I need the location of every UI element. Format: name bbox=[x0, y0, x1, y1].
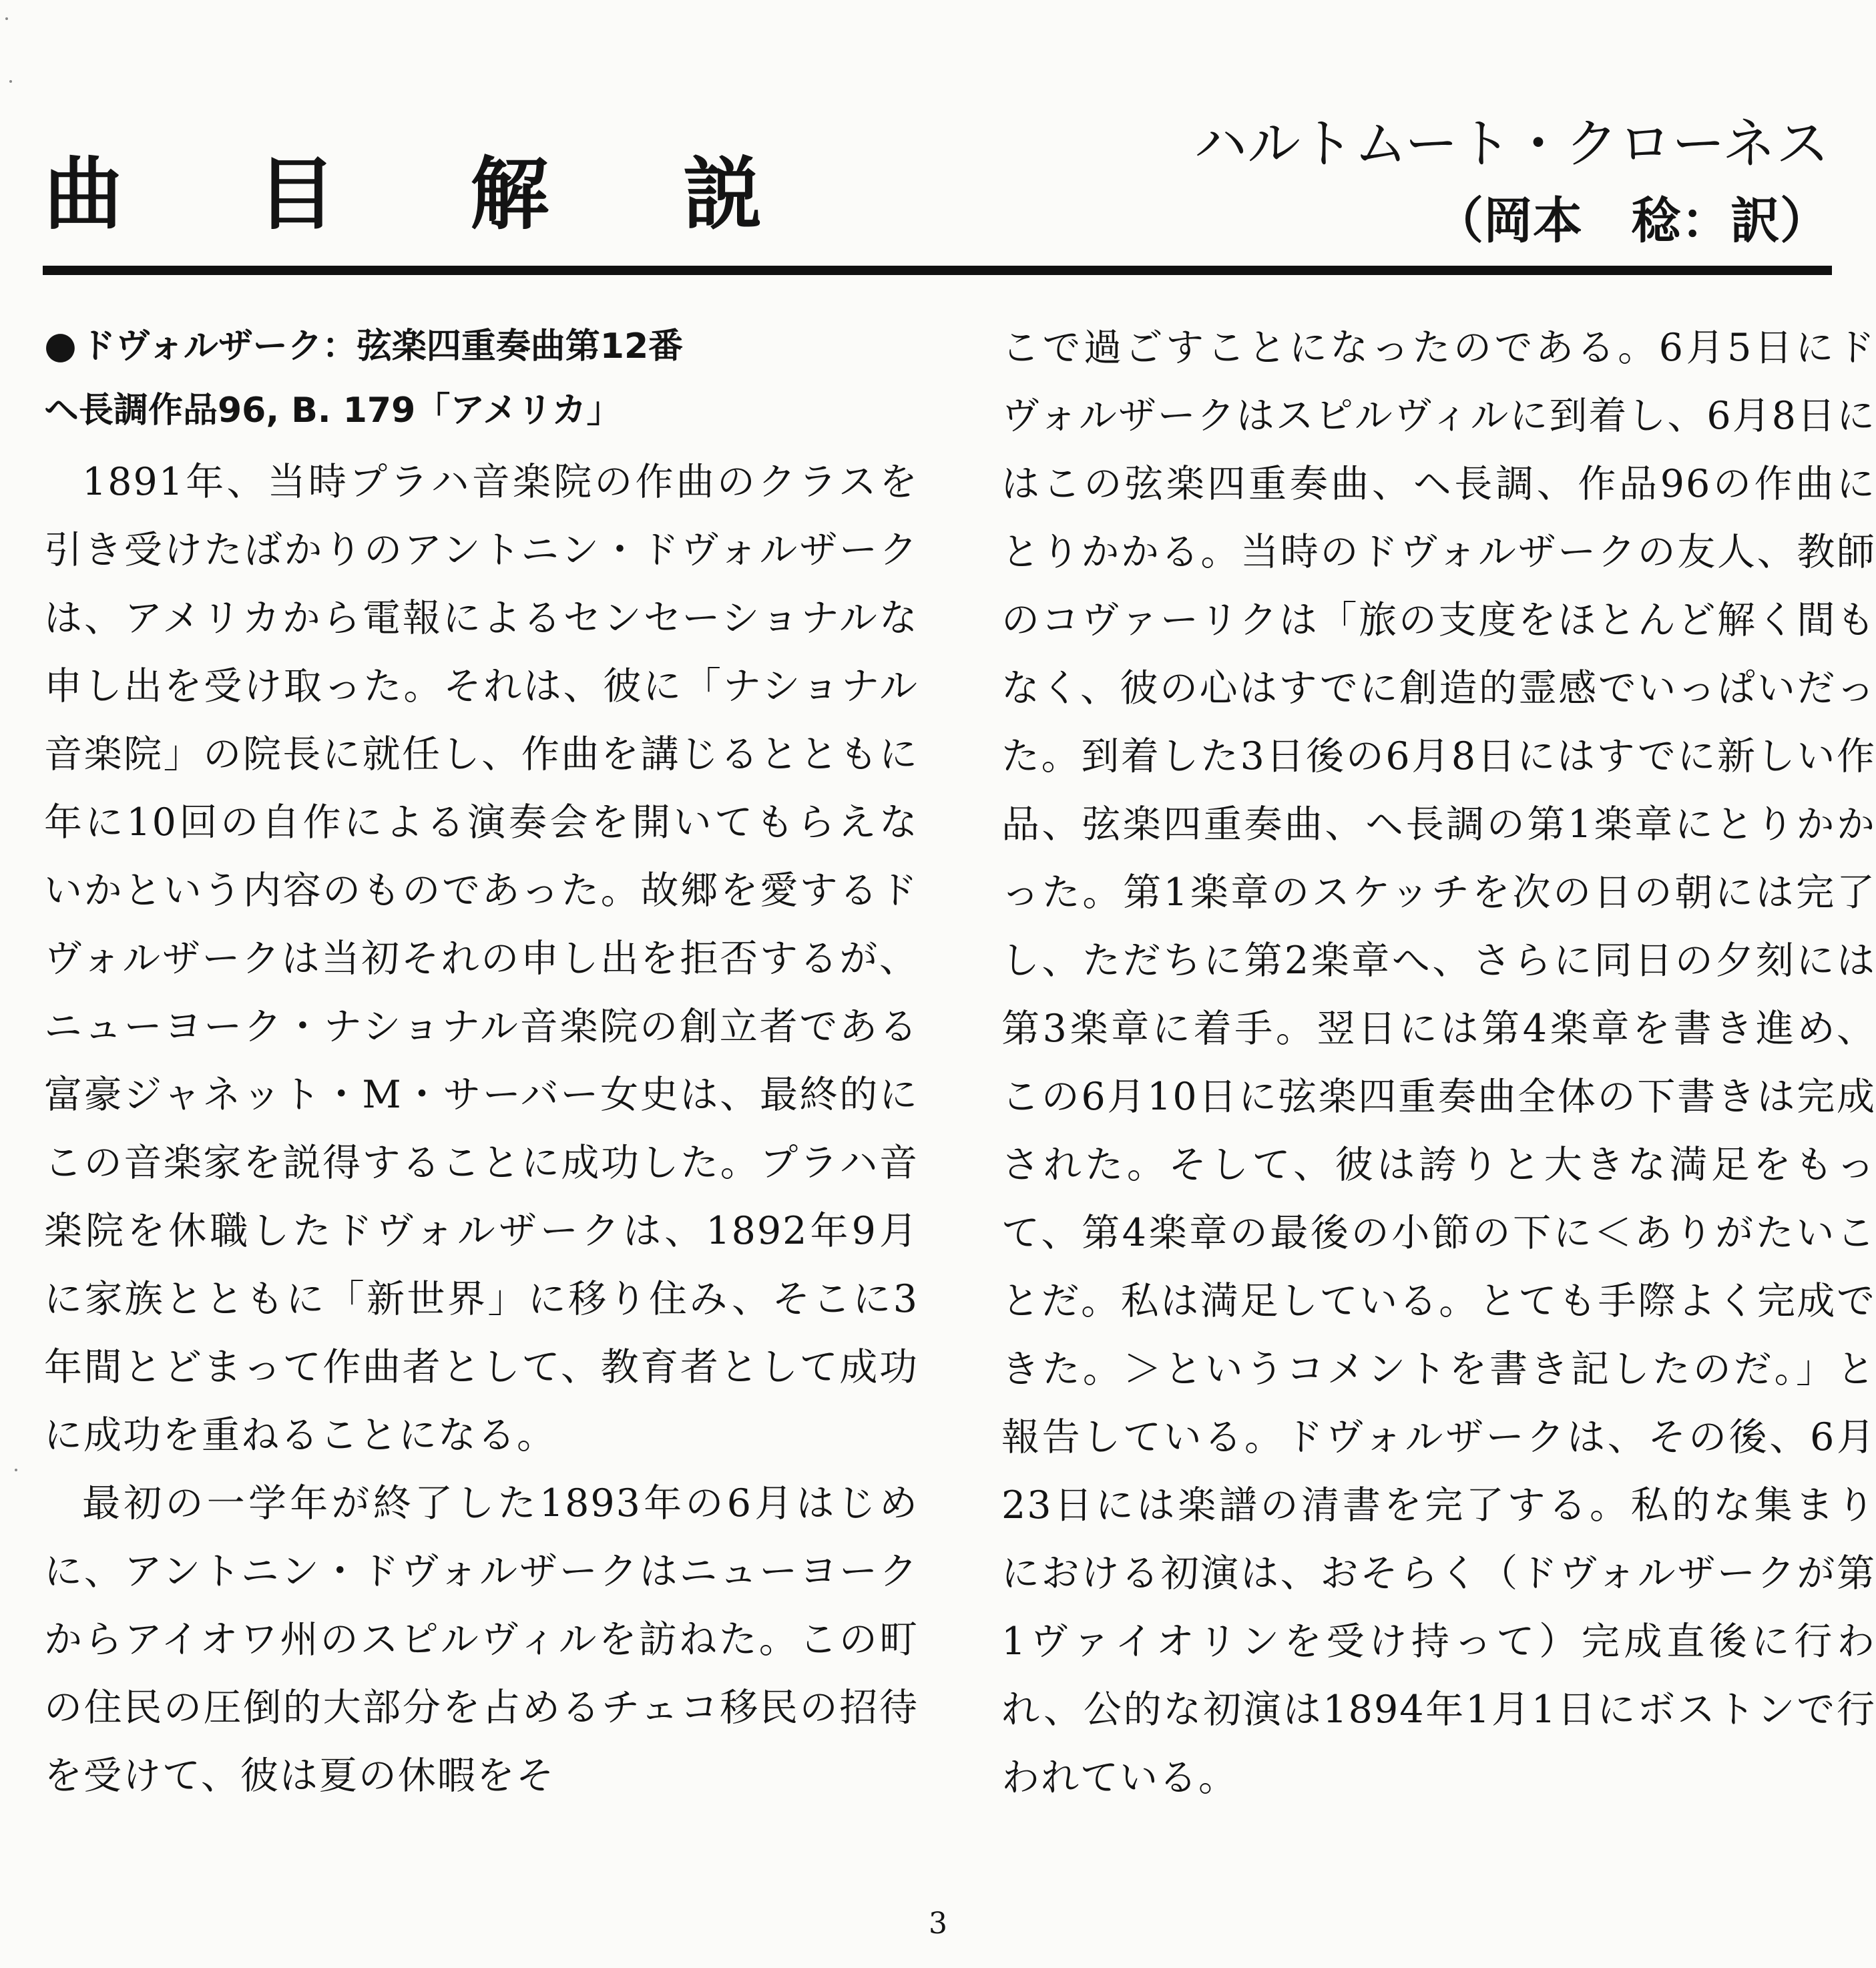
left-column bbox=[44, 314, 919, 1810]
body-paragraph-3: こで過ごすことになったのである。6月5日にドヴォルザークはスピルヴィルに到着し、6月8日にはこの弦楽四重奏曲、ヘ長調、作品96の作曲にとりかかる。当時のドヴォルザークの友人、教師のコヴァーリクは「旅の支度をほとんど解く間もなく、彼の心はすでに創造的霊感でいっぱいだった。到着した3日後の6月8日にはすでに新しい作品、弦楽四重奏曲、ヘ長調の第1楽章にとりかかった。第1楽章のスケッチを次の日の朝には完了し、ただちに第2楽章へ、さらに同日の夕刻には第3楽章に着手。翌日には第4楽章を書き進め、この6月10日に弦楽四重奏曲全体の下書きは完成された。そして、彼は誇りと大きな満足をもって、第4楽章の最後の小節の下に＜ありがたいことだ。私は満足している。とても手際よく完成できた。＞というコメントを書き記したのだ。」と報告している。ドヴォルザークは、その後、6月23日には楽譜の清書を完了する。私的な集まりにおける初演は、おそらく（ドヴォルザークが第1ヴァイオリンを受け持って）完成直後に行われ、公的な初演は1894年1月1日にボストンで行われている。 bbox=[1001, 326, 1876, 1800]
piece-heading-line-1 bbox=[44, 314, 919, 379]
bullet-icon: ● bbox=[44, 324, 77, 367]
body-paragraph-2: 最初の一学年が終了した1893年の6月はじめに、アントニン・ドヴォルザークはニューヨークからアイオワ州のスピルヴィルを訪ねた。この町の住民の圧倒的大部分を占めるチェコ移民の招待を受けて、彼は夏の休暇をそ bbox=[44, 1481, 919, 1798]
body-paragraph-1: 1891年、当時プラハ音楽院の作曲のクラスを引き受けたばかりのアントニン・ドヴォルザークは、アメリカから電報によるセンセーショナルな申し出を受け取った。それは、彼に「ナショナル音楽院」の院長に就任し、作曲を講じるとともに年に10回の自作による演奏会を開いてもらえないかという内容のものであった。故郷を愛するドヴォルザークは当初それの申し出を拒否するが、ニューヨーク・ナショナル音楽院の創立者である富豪ジャネット・M・サーバー女史は、最終的にこの音楽家を説得することに成功した。プラハ音楽院を休職したドヴォルザークは、1892年9月に家族とともに「新世界」に移り住み、そこに3年間とどまって作曲者として、教育者として成功に成功を重ねることになる。 bbox=[44, 460, 919, 1457]
header-rule bbox=[43, 266, 1832, 275]
page-title: 曲 目 解 説 bbox=[44, 148, 816, 240]
scan-speck bbox=[15, 1469, 17, 1471]
author-name: ハルトムート・クローネス bbox=[1194, 113, 1829, 175]
right-column bbox=[1001, 314, 1876, 1812]
piece-heading-line-2: ヘ長調作品96, B. 179「アメリカ」 bbox=[44, 391, 622, 431]
scan-speck bbox=[9, 80, 12, 83]
piece-heading-text-1: ドヴォルザーク：弦楽四重奏曲第12番 bbox=[80, 326, 684, 366]
page-number: 3 bbox=[929, 1907, 947, 1941]
scan-speck bbox=[5, 17, 8, 20]
translator-credit: （岡本 稔：訳） bbox=[1434, 192, 1829, 250]
